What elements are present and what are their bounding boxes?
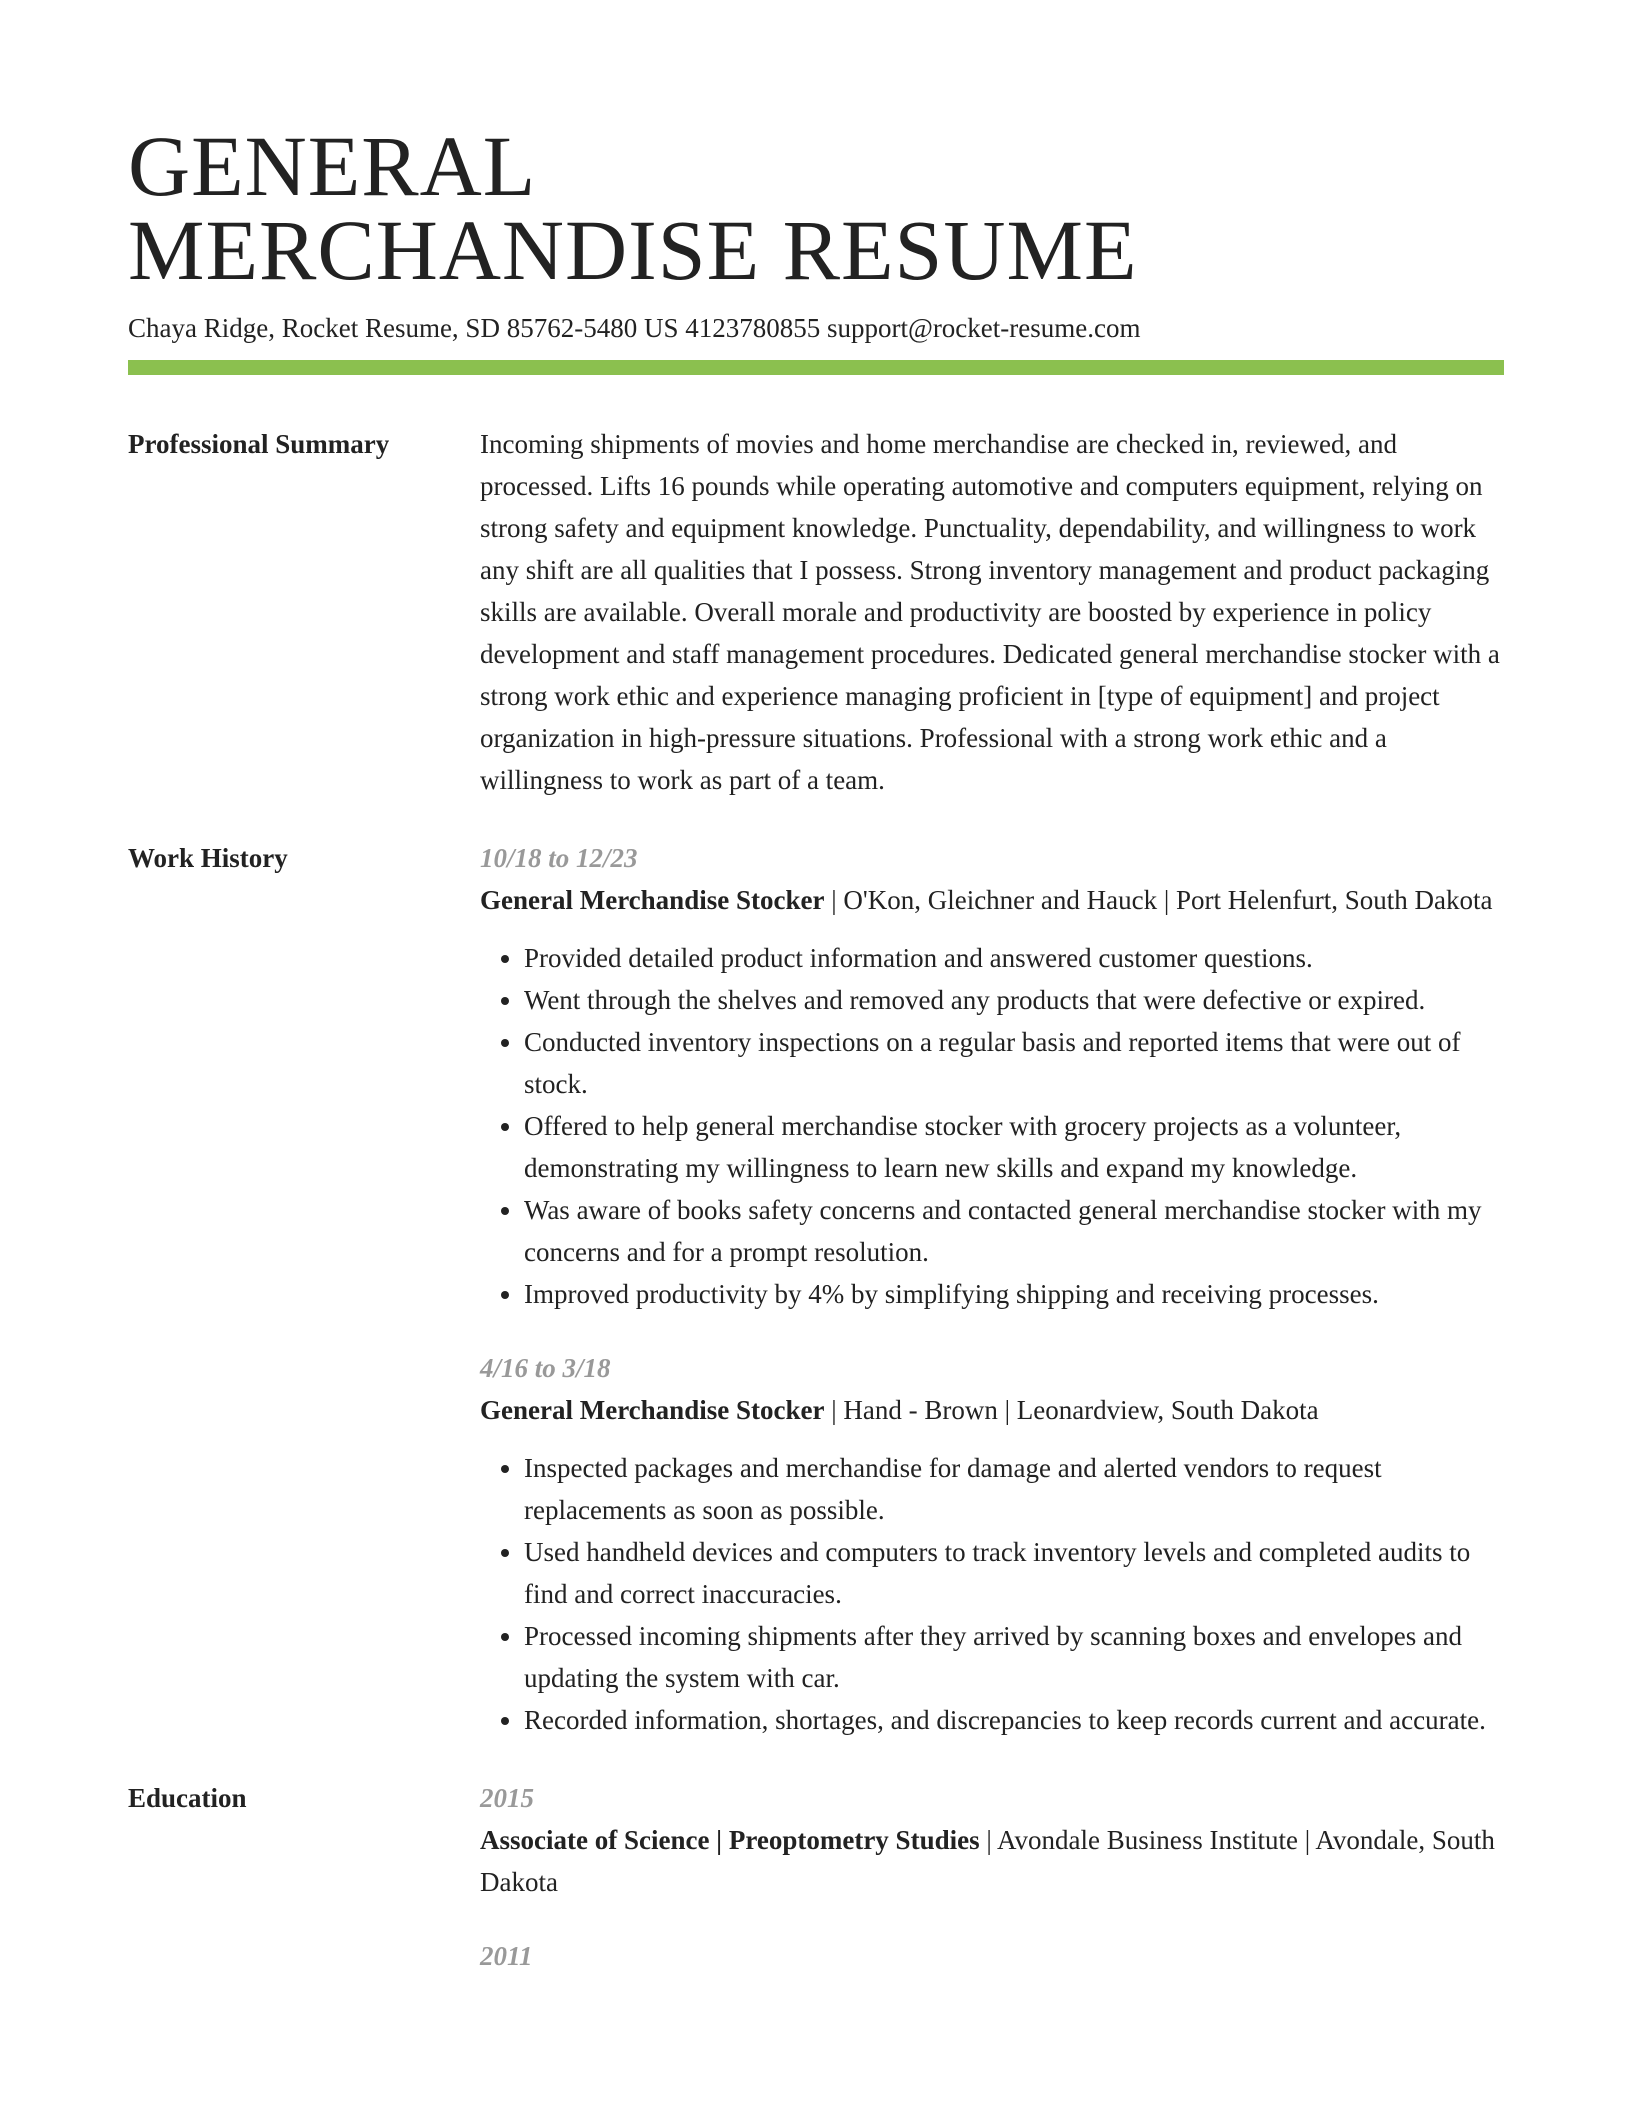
job-title-line [480, 1389, 1504, 1431]
job-title-line [480, 879, 1504, 921]
work-history-section [128, 837, 1504, 1741]
resume-title [128, 118, 1504, 298]
resume-title-line-2: MERCHANDISE RESUME [128, 202, 1138, 298]
education-degree: Associate of Science | Preoptometry Studies [480, 1825, 980, 1855]
contact-line: Chaya Ridge, Rocket Resume, SD 85762-5480 US 4123780855 support@rocket-resume.com [128, 313, 1141, 343]
job-bullet: • Went through the shelves and removed any products that were defective or expired. [524, 979, 1504, 1021]
job-bullet: • Offered to help general merchandise stocker with grocery projects as a volunteer, demonstrating my willingness to learn new skills and expand my knowledge. [524, 1105, 1504, 1189]
professional-summary-section [128, 423, 1504, 801]
section-title-education: Education [128, 1783, 247, 1813]
job-bullet-list [480, 1447, 1504, 1741]
education-year: 2015 [480, 1783, 534, 1813]
summary-body [480, 423, 1504, 801]
education-entry [480, 1777, 1504, 1903]
job-bullet: • Improved productivity by 4% by simplifying shipping and receiving processes. [524, 1273, 1504, 1315]
job-entry [480, 837, 1504, 1315]
work-history-body [480, 837, 1504, 1741]
education-school-location: | Avondale Business Institute | Avondale, South Dakota [480, 1825, 1495, 1897]
job-bullet: • Processed incoming shipments after they arrived by scanning boxes and envelopes and updating the system with car. [524, 1615, 1504, 1699]
header-divider [128, 360, 1504, 375]
job-position: General Merchandise Stocker [480, 1395, 825, 1425]
section-title-work-history: Work History [128, 843, 288, 873]
job-bullet: • Recorded information, shortages, and discrepancies to keep records current and accurate. [524, 1699, 1504, 1741]
summary-text: Incoming shipments of movies and home merchandise are checked in, reviewed, and processed. Lifts 16 pounds while operating automotive and computers equipment, relying on strong safety and equipment knowledge. Punctuality, dependability, and willingness to work any shift are all qualities that I possess. Strong inventory management and product packaging skills are available. Overall morale and productivity are boosted by experience in policy development and staff management procedures. Dedicated general merchandise stocker with a strong work ethic and experience managing proficient in [type of equipment] and project organization in high-pressure situations. Professional with a strong work ethic and a willingness to work as part of a team. [480, 429, 1500, 795]
job-bullet-list [480, 937, 1504, 1315]
job-employer-location: | Hand - Brown | Leonardview, South Dakota [824, 1395, 1319, 1425]
education-title-line [480, 1819, 1504, 1903]
job-bullet: • Conducted inventory inspections on a regular basis and reported items that were out of stock. [524, 1021, 1504, 1105]
resume-title-line-1: GENERAL [128, 118, 537, 214]
section-title-professional-summary: Professional Summary [128, 429, 390, 459]
job-dates: 10/18 to 12/23 [480, 843, 638, 873]
education-section [128, 1777, 1504, 2009]
job-entry [480, 1347, 1504, 1741]
job-bullet: • Provided detailed product information and answered customer questions. [524, 937, 1504, 979]
education-body [480, 1777, 1504, 2009]
job-position: General Merchandise Stocker [480, 885, 825, 915]
resume-page [128, 118, 1504, 2009]
job-dates: 4/16 to 3/18 [480, 1353, 611, 1383]
education-entry [480, 1935, 1504, 1977]
education-year: 2011 [480, 1941, 533, 1971]
job-bullet: • Inspected packages and merchandise for damage and alerted vendors to request replacements as soon as possible. [524, 1447, 1504, 1531]
job-employer-location: | O'Kon, Gleichner and Hauck | Port Helenfurt, South Dakota [824, 885, 1493, 915]
job-bullet: • Used handheld devices and computers to track inventory levels and completed audits to find and correct inaccuracies. [524, 1531, 1504, 1615]
job-bullet: • Was aware of books safety concerns and contacted general merchandise stocker with my concerns and for a prompt resolution. [524, 1189, 1504, 1273]
